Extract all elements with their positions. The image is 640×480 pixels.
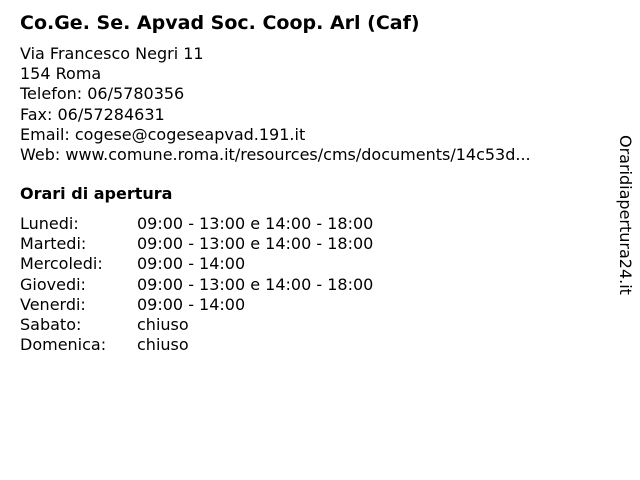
contact-block — [20, 44, 531, 165]
hours-heading: Orari di apertura — [20, 184, 173, 203]
hours-table — [20, 214, 373, 355]
hours-row-monday — [20, 214, 373, 234]
site-brand-vertical: Oraridiapertura24.it — [616, 135, 635, 295]
hours-time: 09:00 - 13:00 e 14:00 - 18:00 — [137, 274, 374, 294]
hours-time: chiuso — [137, 335, 189, 355]
hours-day: Giovedi: — [20, 274, 86, 294]
hours-day: Mercoledi: — [20, 254, 103, 274]
hours-day: Sabato: — [20, 315, 82, 335]
business-name: Co.Ge. Se. Apvad Soc. Coop. Arl (Caf) — [20, 12, 420, 34]
hours-day: Domenica: — [20, 335, 107, 355]
hours-row-thursday — [20, 275, 373, 295]
website: Web: www.comune.roma.it/resources/cms/documents/14c53d... — [20, 145, 531, 165]
hours-time: 09:00 - 13:00 e 14:00 - 18:00 — [137, 234, 374, 254]
hours-time: 09:00 - 13:00 e 14:00 - 18:00 — [137, 214, 374, 233]
hours-row-wednesday — [20, 254, 373, 274]
hours-day: Martedi: — [20, 234, 87, 254]
phone: Telefon: 06/5780356 — [20, 84, 185, 104]
email: Email: cogese@cogeseapvad.191.it — [20, 124, 306, 144]
hours-row-saturday — [20, 315, 373, 335]
hours-time: 09:00 - 14:00 — [137, 294, 246, 314]
address-city: 154 Roma — [20, 64, 102, 84]
hours-time: 09:00 - 14:00 — [137, 254, 246, 274]
hours-day: Venerdi: — [20, 294, 86, 314]
hours-row-friday — [20, 295, 373, 315]
hours-time: chiuso — [137, 315, 189, 335]
hours-day: Lunedi: — [20, 214, 79, 233]
hours-row-sunday — [20, 335, 373, 355]
hours-row-tuesday — [20, 234, 373, 254]
fax: Fax: 06/57284631 — [20, 104, 165, 124]
address-street: Via Francesco Negri 11 — [20, 44, 204, 63]
